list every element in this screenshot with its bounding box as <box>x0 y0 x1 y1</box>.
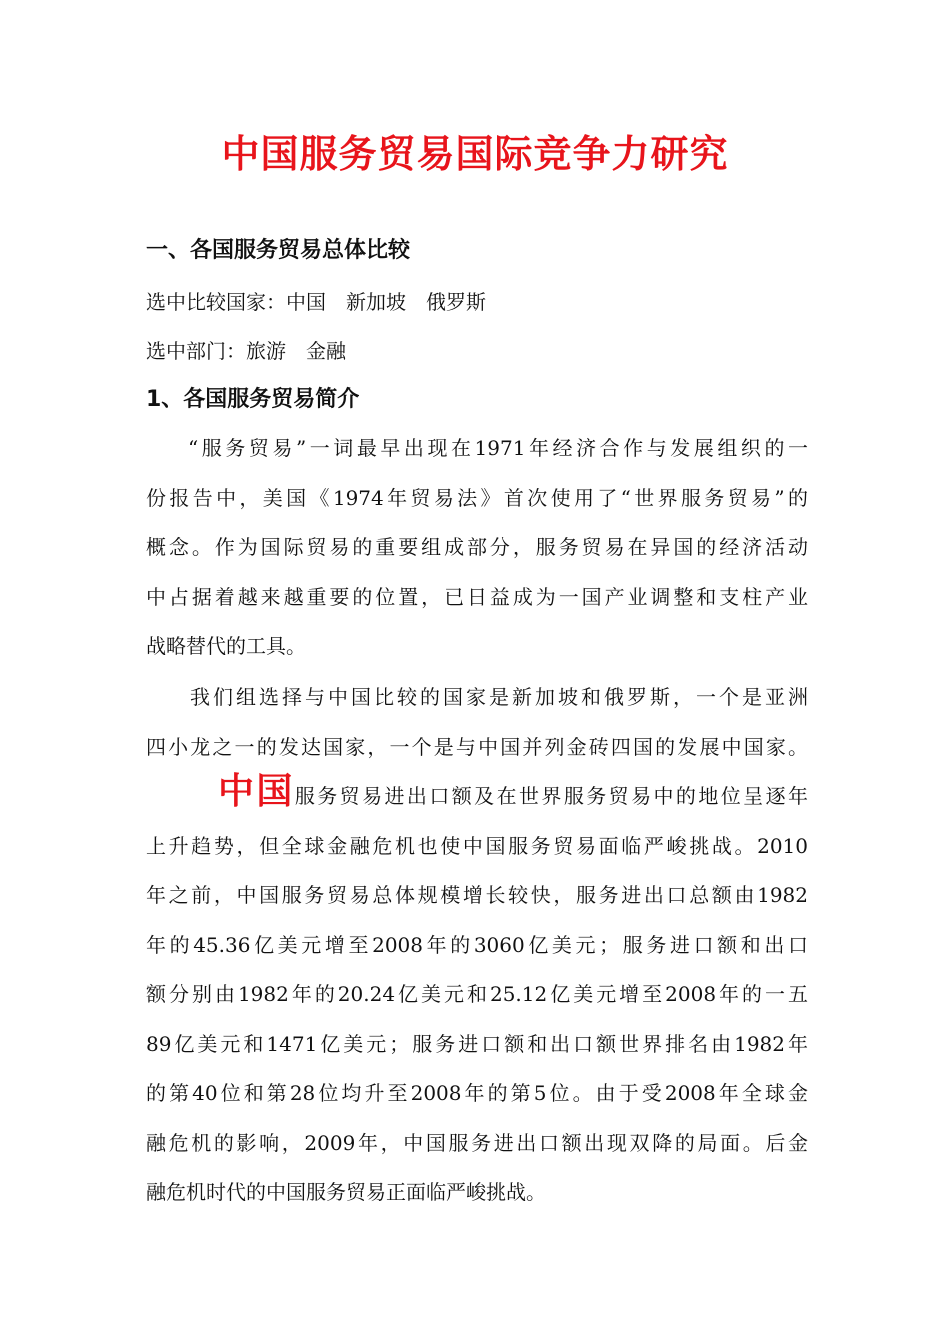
paragraph-line: 中占据着越来越重要的位置，已日益成为一国产业调整和支柱产业 <box>146 584 808 609</box>
paragraph-line: 89亿美元和1471亿美元；服务进口额和出口额世界排名由1982年 <box>146 1031 808 1056</box>
paragraph-line: 融危机的影响，2009年，中国服务进出口额出现双降的局面。后金 <box>146 1130 808 1155</box>
paragraph-line: 四小龙之一的发达国家，一个是与中国并列金砖四国的发展中国家。 <box>146 734 808 759</box>
paragraph-line: 的第40位和第28位均升至2008年的第5位。由于受2008年全球金 <box>146 1081 808 1105</box>
paragraph-line: 我们组选择与中国比较的国家是新加坡和俄罗斯，一个是亚洲 <box>190 685 808 709</box>
paragraph-line: “服务贸易”一词最早出现在1971年经济合作与发展组织的一 <box>188 436 808 460</box>
subsection-heading-introduction: 1、各国服务贸易简介 <box>146 387 360 412</box>
paragraph-comparison-countries <box>146 673 808 772</box>
paragraph-line: 上升趋势，但全球金融危机也使中国服务贸易面临严峻挑战。2010 <box>146 833 808 858</box>
paragraph-line: 份报告中，美国《1974年贸易法》首次使用了“世界服务贸易”的 <box>146 485 808 510</box>
paragraph-line: 战略替代的工具。 <box>146 634 306 658</box>
document-title: 中国服务贸易国际竞争力研究 <box>221 131 729 176</box>
paragraph-line: 额分别由1982年的20.24亿美元和25.12亿美元增至2008年的一五 <box>146 982 808 1006</box>
paragraph-china-service-trade <box>146 772 808 1218</box>
highlighted-lead-text: 中国 <box>218 771 295 812</box>
paragraph-service-trade-definition <box>146 424 808 672</box>
paragraph-first-line-rest: 服务贸易进出口额及在世界服务贸易中的地位呈逐年 <box>294 784 808 808</box>
selected-countries-line: 选中比较国家：中国 新加坡 俄罗斯 <box>146 290 486 314</box>
section-heading-overall-comparison: 一、各国服务贸易总体比较 <box>146 238 411 263</box>
paragraph-line: 年之前，中国服务贸易总体规模增长较快，服务进出口总额由1982 <box>146 883 808 907</box>
paragraph-line: 概念。作为国际贸易的重要组成部分，服务贸易在异国的经济活动 <box>146 535 808 559</box>
paragraph-line: 年的45.36亿美元增至2008年的3060亿美元；服务进口额和出口 <box>146 932 808 957</box>
selected-sectors-line: 选中部门：旅游 金融 <box>146 339 346 363</box>
paragraph-first-line <box>146 772 808 822</box>
paragraph-line: 融危机时代的中国服务贸易正面临严峻挑战。 <box>146 1180 546 1204</box>
